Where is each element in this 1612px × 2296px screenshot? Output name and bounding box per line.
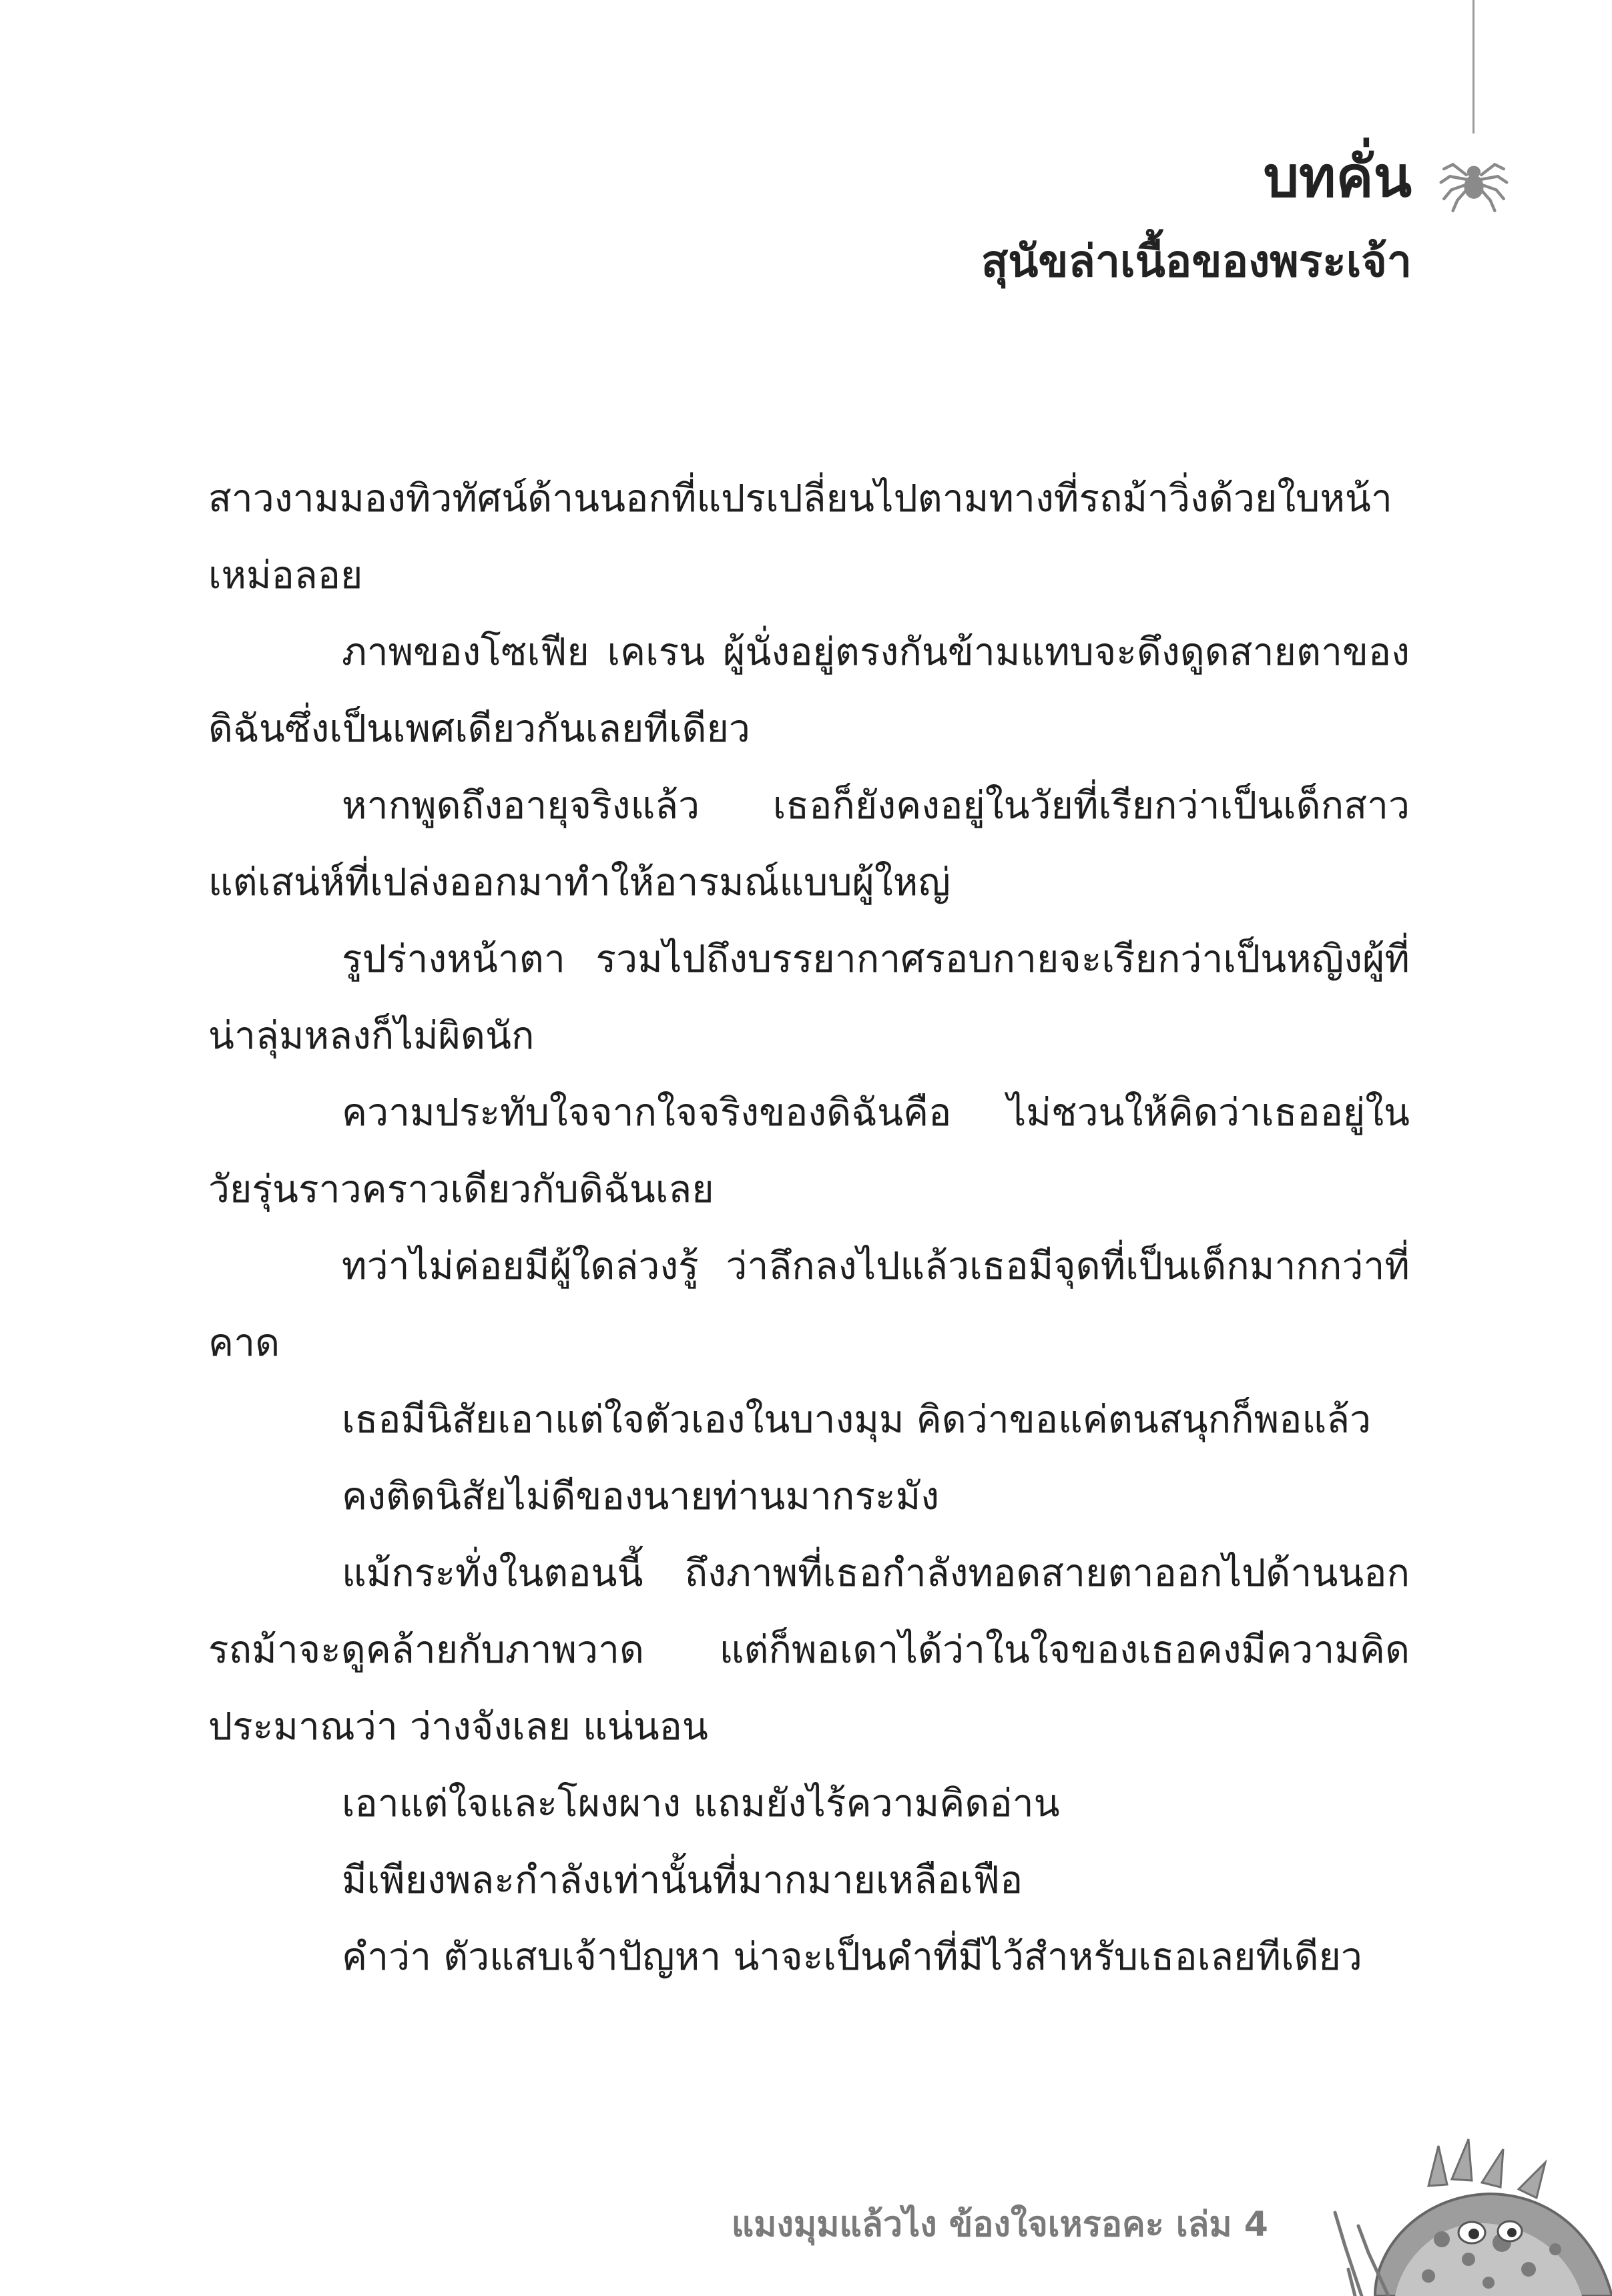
paragraph: คงติดนิสัยไม่ดีของนายท่านมากระมัง bbox=[342, 1474, 940, 1518]
paragraph: สาวงามมองทิวทัศน์ด้านนอกที่แปรเปลี่ยนไปตามทางที่รถม้าวิ่งด้วยใบหน้าเหม่อลอย bbox=[208, 477, 1392, 597]
paragraph: รูปร่างหน้าตา รวมไปถึงบรรยากาศรอบกายจะเรียกว่าเป็นหญิงผู้ที่น่าลุ่มหลงก็ไม่ผิดนัก bbox=[208, 937, 1410, 1058]
footer-book-title: แมงมุมแล้วไง ข้องใจเหรอคะ เล่ม 4 bbox=[731, 2205, 1268, 2245]
paragraph: คำว่า ตัวแสบเจ้าปัญหา น่าจะเป็นคำที่มีไว้สำหรับเธอเลยทีเดียว bbox=[342, 1935, 1362, 1979]
paragraph: แม้กระทั่งในตอนนี้ ถึงภาพที่เธอกำลังทอดสายตาออกไปด้านนอกรถม้าจะดูคล้ายกับภาพวาด แต่ก็พอเดาได้ว่าในใจของเธอคงมีความคิดประมาณว่า ว่างจังเลย แน่นอน bbox=[208, 1551, 1410, 1749]
paragraph: หากพูดถึงอายุจริงแล้ว เธอก็ยังคงอยู่ในวัยที่เรียกว่าเป็นเด็กสาว แต่เสน่ห์ที่เปล่งออกมาทำให้อารมณ์แบบผู้ใหญ่ bbox=[208, 784, 1410, 904]
spider-thread bbox=[1472, 0, 1474, 133]
paragraph: ความประทับใจจากใจจริงของดิฉันคือ ไม่ชวนให้คิดว่าเธออยู่ในวัยรุ่นราวคราวเดียวกับดิฉันเลย bbox=[208, 1091, 1410, 1211]
chapter-title: บทคั่น bbox=[1263, 144, 1412, 210]
paragraph: เธอมีนิสัยเอาแต่ใจตัวเองในบางมุม คิดว่าขอแค่ตนสนุกก็พอแล้ว bbox=[342, 1398, 1372, 1442]
paragraph: มีเพียงพละกำลังเท่านั้นที่มากมายเหลือเฟือ bbox=[342, 1858, 1023, 1902]
body-text bbox=[208, 461, 1410, 1996]
paragraph: ภาพของโซเฟีย เคเรน ผู้นั่งอยู่ตรงกันข้ามแทบจะดึงดูดสายตาของดิฉันซึ่งเป็นเพศเดียวกันเลยทีเดียว bbox=[208, 630, 1410, 751]
chapter-subtitle: สุนัขล่าเนื้อของพระเจ้า bbox=[981, 236, 1412, 287]
paragraph: เอาแต่ใจและโผงผาง แถมยังไร้ความคิดอ่าน bbox=[342, 1781, 1060, 1825]
spider-icon bbox=[1436, 144, 1511, 218]
paragraph: ทว่าไม่ค่อยมีผู้ใดล่วงรู้ ว่าลึกลงไปแล้วเธอมีจุดที่เป็นเด็กมากกว่าที่คาด bbox=[208, 1244, 1410, 1365]
monster-mascot bbox=[1328, 2132, 1612, 2296]
